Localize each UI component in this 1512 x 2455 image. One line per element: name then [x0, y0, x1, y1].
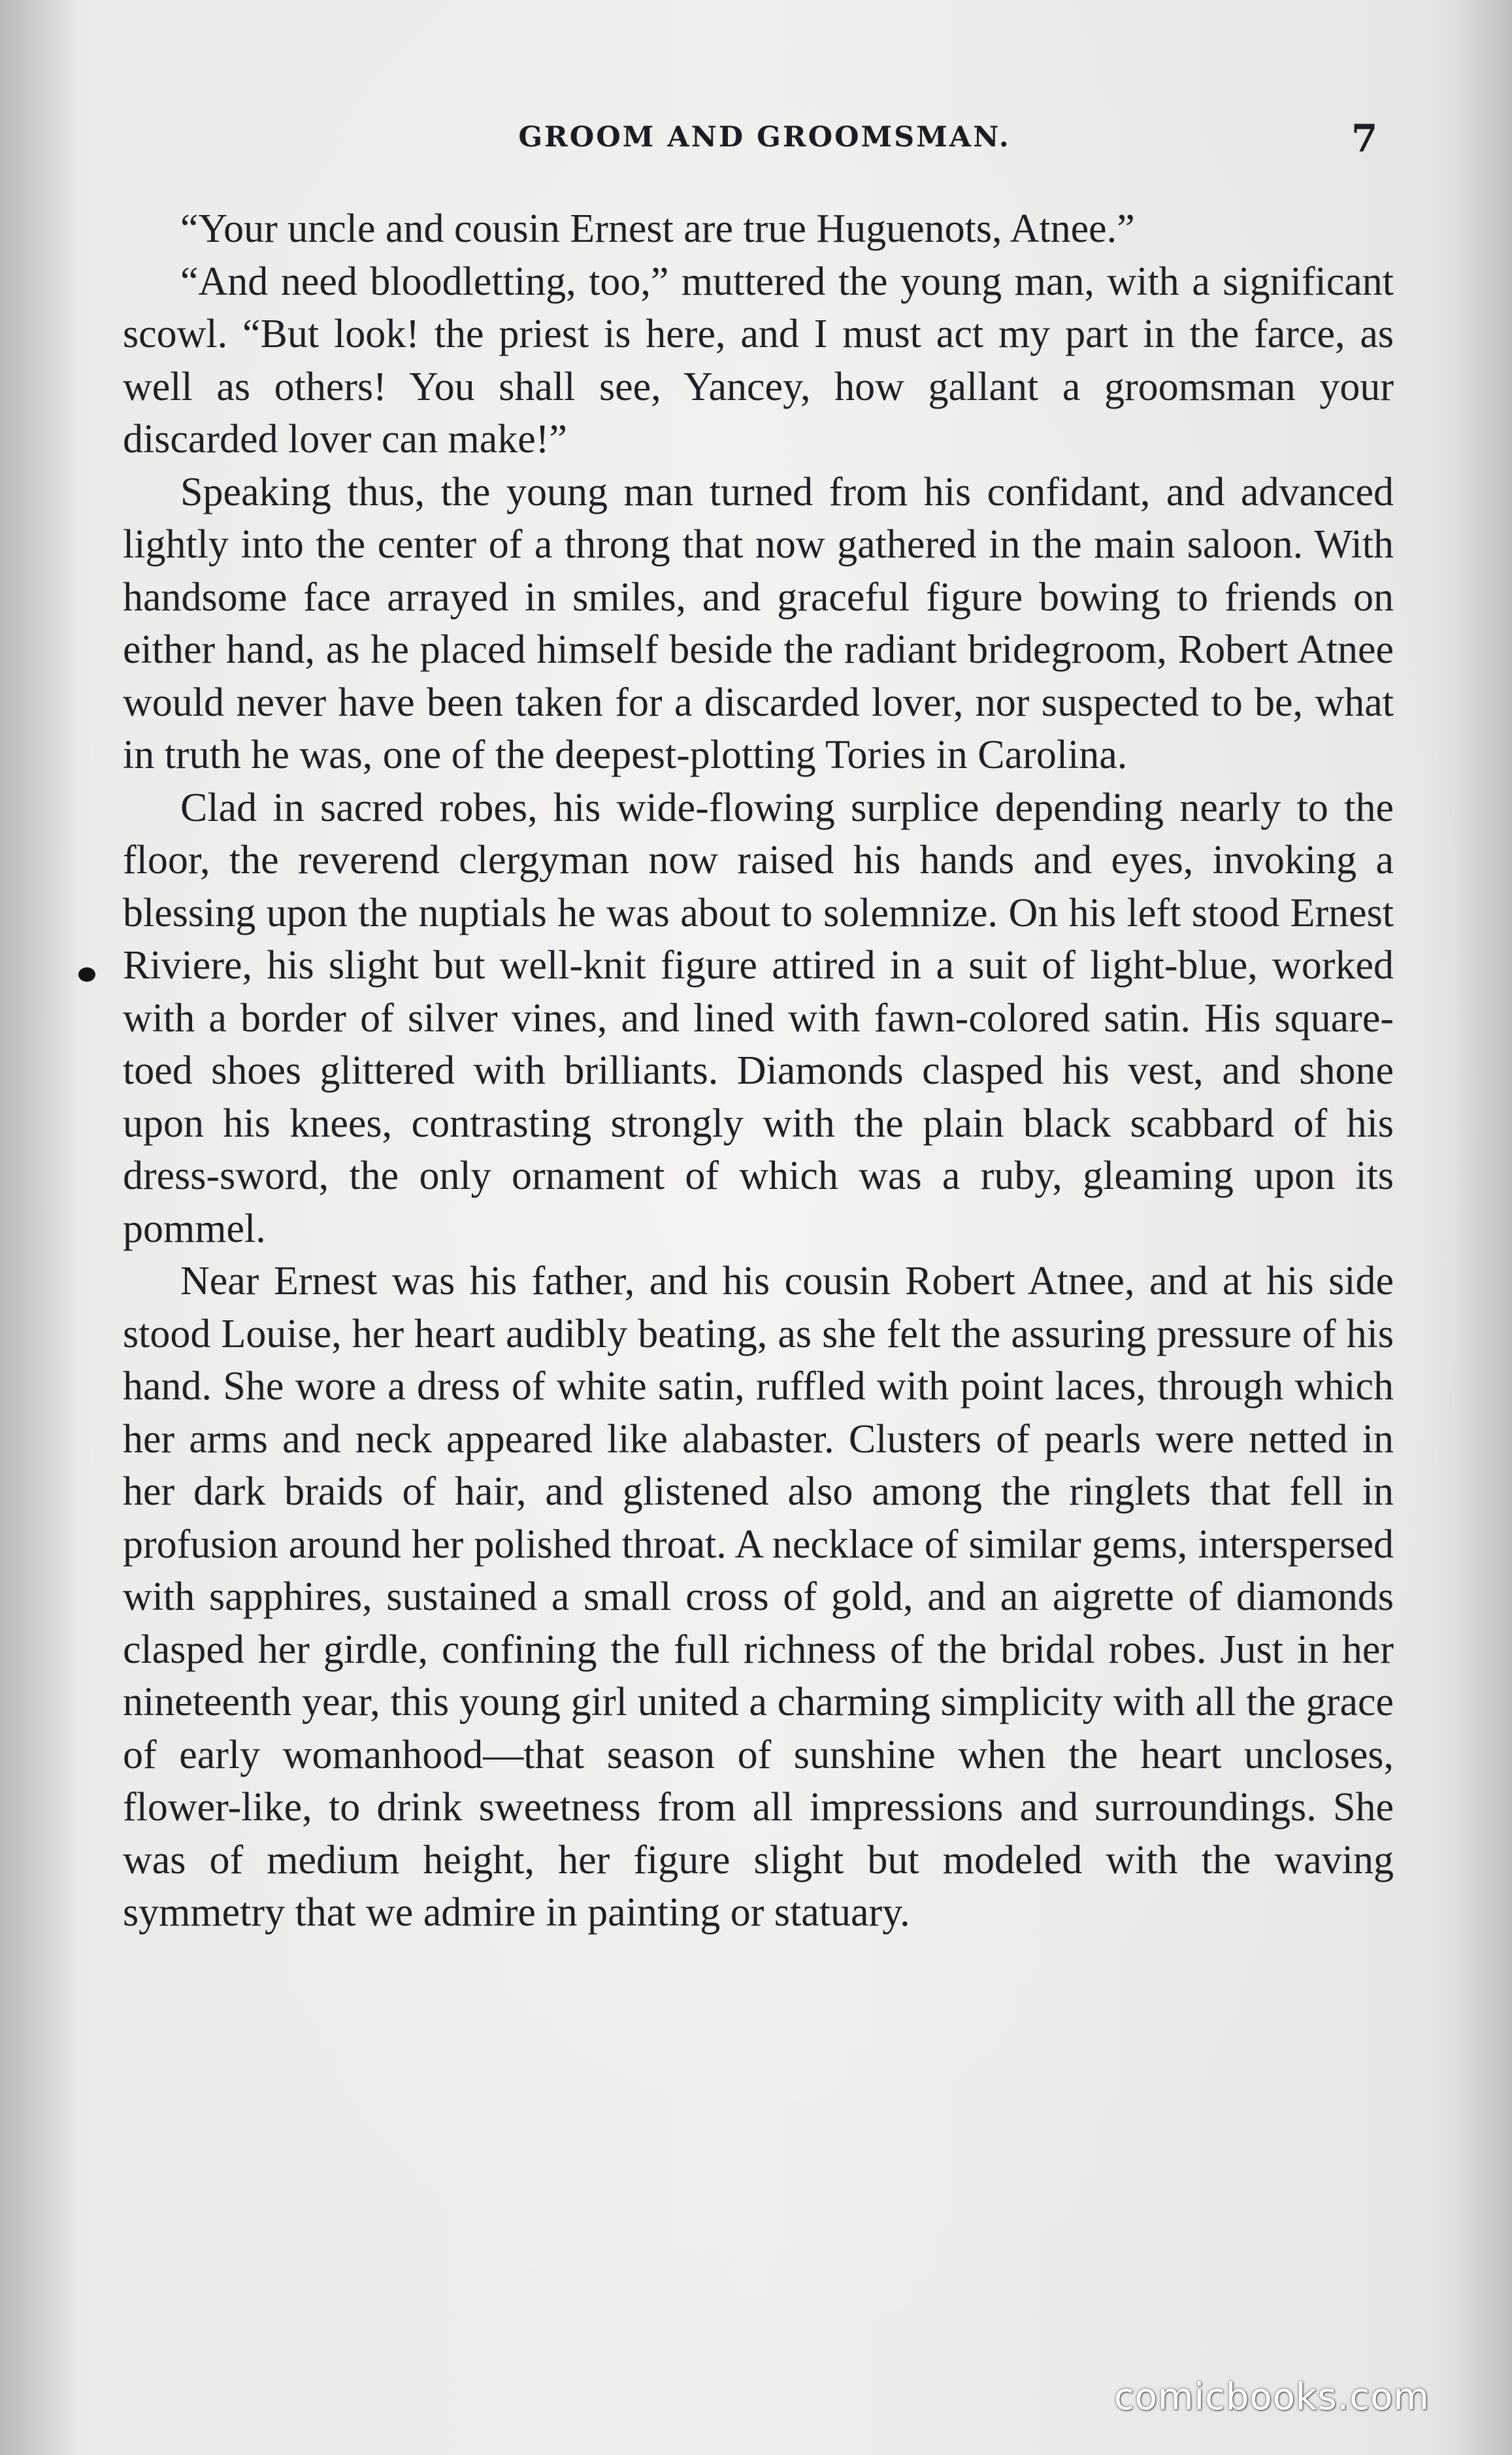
watermark: comicbooks.com — [1114, 2376, 1430, 2418]
paragraph: “Your uncle and cousin Ernest are true Huguenots, Atnee.” — [180, 207, 1135, 251]
page-number: 7 — [1351, 116, 1378, 161]
paragraph: Near Ernest was his father, and his cousin Robert Atnee, and at his side stood Louise, her heart audibly beating, as she felt the assuring pressure of his hand. She wore a dress of white satin, ruffled with point laces, through which her arms and neck appeared like alabaster. Clusters of pearls were netted in her dark braids of hair, and glistened also among the ringlets that fell in profusion around her polished throat. A necklace of similar gems, interspersed with sapphires, sustained a small cross of gold, and an aigrette of diamonds clasped her girdle, confining the full richness of the bridal robes. Just in her nineteenth year, this young girl united a charming simplicity with all the grace of early womanhood—that season of sunshine when the heart uncloses, flower-like, to drink sweetness from all impressions and surroundings. She was of medium height, her figure slight but modeled with the waving symmetry that we admire in painting or statuary. — [123, 1259, 1394, 1935]
paragraph: Clad in sacred robes, his wide-flowing surplice depending nearly to the floor, the reverend clergyman now raised his hands and eyes, invoking a blessing upon the nuptials he was about to solemnize. On his left stood Ernest Riviere, his slight but well-knit figure attired in a suit of light-blue, worked with a border of silver vines, and lined with fawn-colored satin. His square-toed shoes glittered with brilliants. Diamonds clasped his vest, and shone upon his knees, contrasting strongly with the plain black scabbard of his dress-sword, the only ornament of which was a ruby, gleaming upon its pommel. — [123, 785, 1394, 1251]
paragraph: Speaking thus, the young man turned from his confidant, and advanced lightly into the center of a throng that now gathered in the main saloon. With handsome face arrayed in smiles, and graceful figure bowing to friends on either hand, as he placed himself beside the radiant bridegroom, Robert Atnee would never have been taken for a discarded lover, nor suspected to be, what in truth he was, one of the deepest-plotting Tories in Carolina. — [123, 469, 1394, 777]
running-title: GROOM AND GROOMSMAN. — [518, 121, 1011, 154]
ink-spot-icon — [78, 967, 95, 982]
body-text — [123, 203, 1394, 1939]
paragraph: “And need bloodletting, too,” muttered the young man, with a significant scowl. “But look! the priest is here, and I must act my part in the farce, as well as others! You shall see, Yancey, how gallant a groomsman your discarded lover can make!” — [123, 259, 1394, 461]
